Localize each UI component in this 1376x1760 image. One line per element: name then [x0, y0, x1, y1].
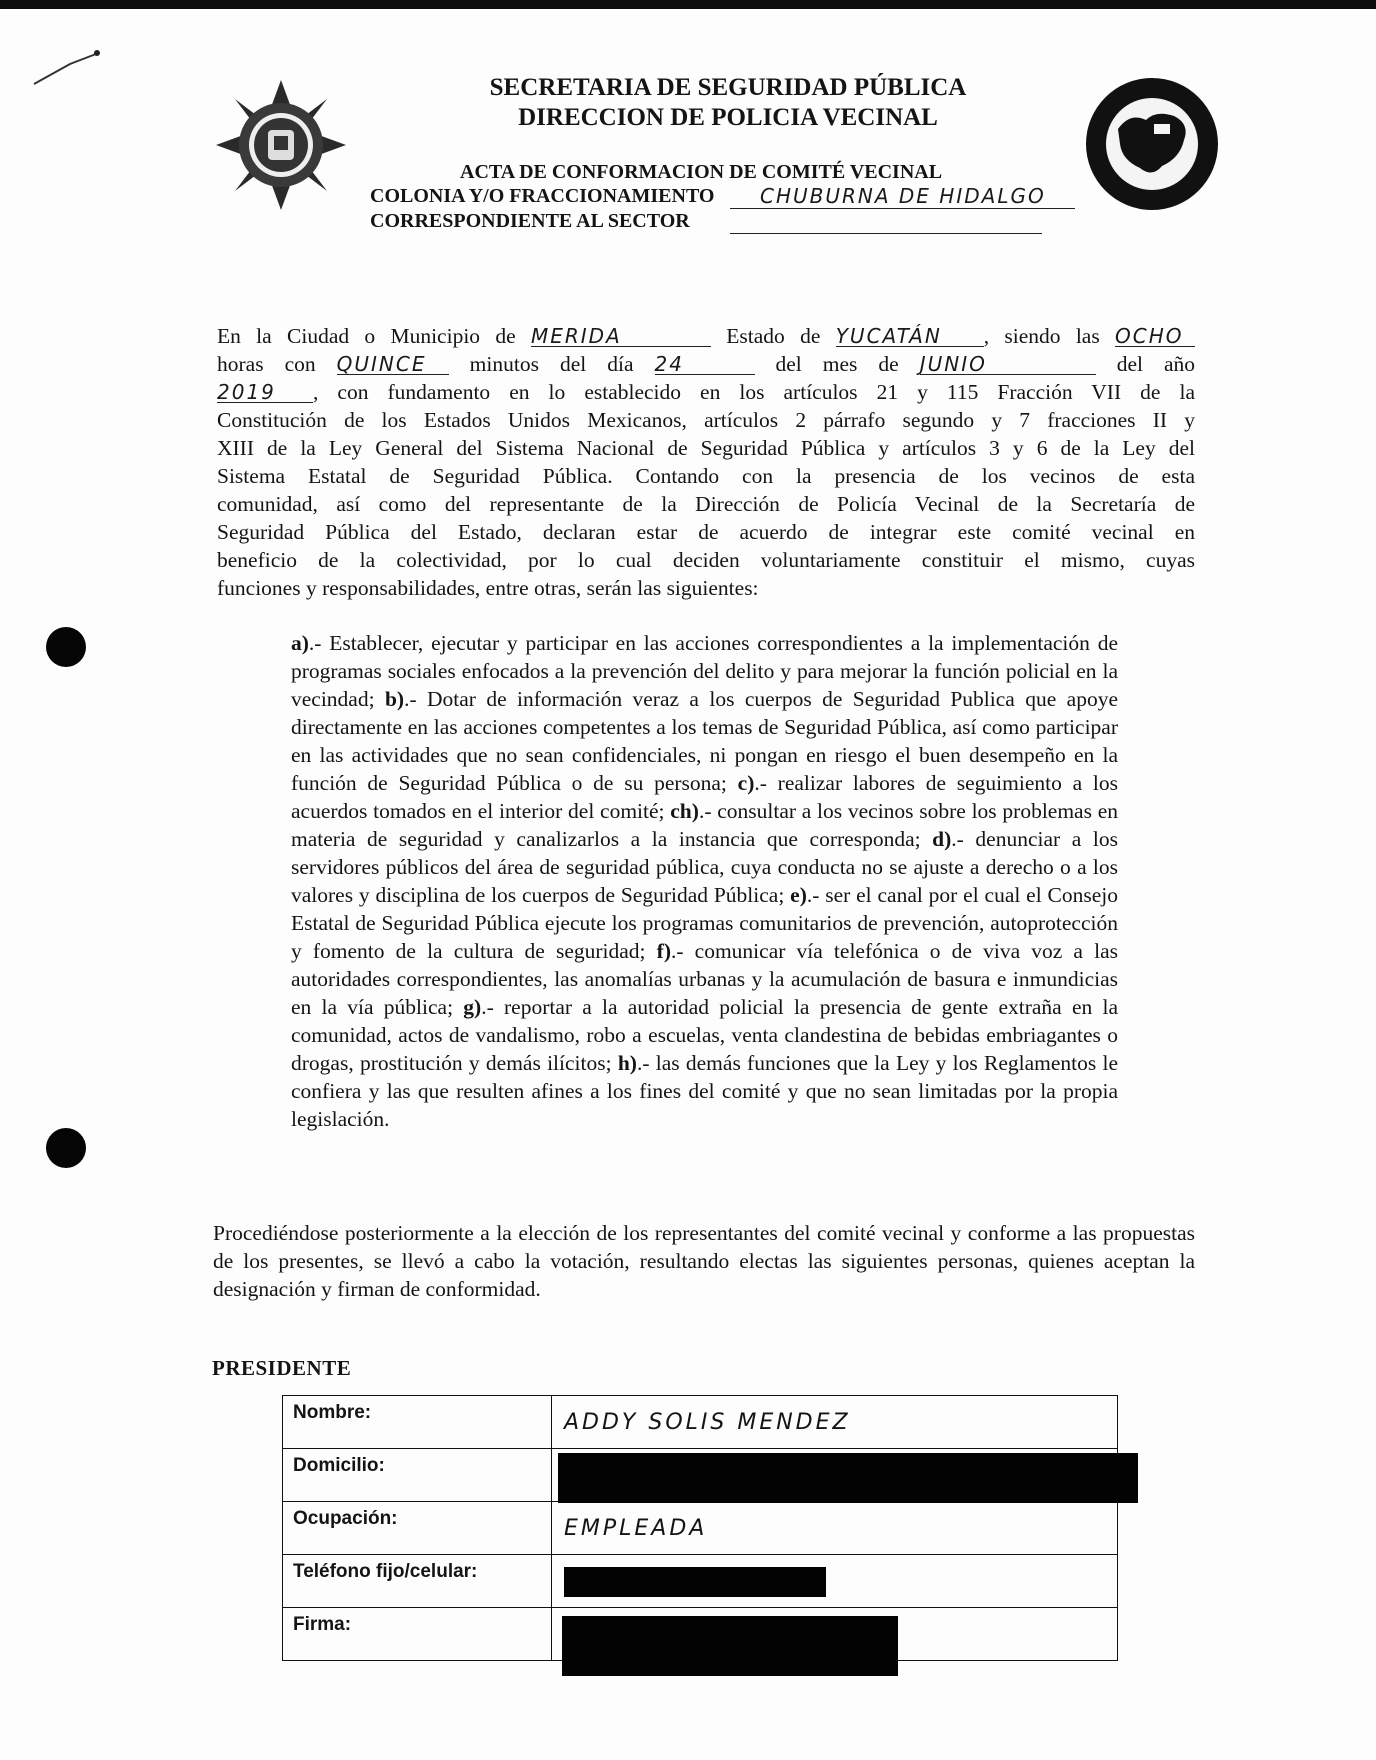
function-text-e: .- ser el canal por el cual el Consejo Estatal de Seguridad Pública ejecute los programas comunitarios de prevención, autoprotección y fomento de la cultura de seguridad; [291, 883, 1119, 963]
intro-line-6: Sistema Estatal de Seguridad Pública. Contando con la presencia de los vecinos de esta [217, 464, 1195, 488]
intro-line-4: Constitución de los Estados Unidos Mexicanos, artículos 2 párrafo segundo y 7 fracciones II y [217, 408, 1195, 432]
table-row [283, 1502, 1118, 1555]
intro-paragraph [217, 322, 1195, 602]
intro-text-1: En la Ciudad o Municipio de [217, 324, 516, 348]
anio-field [217, 378, 313, 403]
intro-text-2: Estado de [726, 324, 821, 348]
domicilio-field [552, 1449, 1118, 1502]
intro-line-8: Seguridad Pública del Estado, declaran estar de acuerdo de integrar este comité vecinal en [217, 520, 1195, 544]
anio-value: 2019 [217, 380, 276, 404]
intro-text-4: horas con [217, 352, 316, 376]
ciudad-field [531, 322, 711, 347]
intro-line-9: beneficio de la colectividad, por lo cual deciden voluntariamente constituir el mismo, cuyas [217, 548, 1195, 572]
table-row [283, 1608, 1118, 1661]
sector-field [730, 209, 1042, 234]
colonia-value: CHUBURNA DE HIDALGO [760, 184, 1046, 208]
function-key-b: b) [384, 687, 405, 711]
nombre-field [552, 1396, 1118, 1449]
firma-label: Firma: [283, 1608, 552, 1661]
function-key-f: f) [656, 939, 671, 963]
function-key-a: a) [291, 631, 309, 655]
colonia-field [730, 184, 1075, 209]
scan-top-edge [0, 0, 1376, 9]
intro-text-5: minutos del día [469, 352, 634, 376]
function-key-c: c) [737, 771, 755, 795]
ocupacion-value: EMPLEADA [564, 1516, 708, 1541]
firma-redaction [562, 1616, 898, 1676]
function-text-ch: .- consultar a los vecinos sobre los problemas en materia de seguridad y canalizarlos a la instancia que corresponda; [291, 799, 1118, 851]
header-secretaria: SECRETARIA DE SEGURIDAD PÚBLICA [489, 74, 967, 101]
acta-title: ACTA DE CONFORMACION DE COMITÉ VECINAL [460, 161, 943, 183]
ciudad-value: MERIDA [530, 324, 622, 348]
intro-line-5: XIII de la Ley General del Sistema Nacional de Seguridad Pública y artículos 3 y 6 de la Ley del [217, 436, 1195, 460]
function-text-g: .- reportar a la autoridad policial la presencia de gente extraña en la comunidad, actos de vandalismo, robo a escuelas, venta clandestina de bebidas embriagantes o drogas, prostitución y demás ilícitos; [291, 995, 1118, 1075]
nombre-value: ADDY SOLIS MENDEZ [564, 1410, 851, 1435]
function-text-a: .- Establecer, ejecutar y participar en las acciones correspondientes a la implementación de programas sociales enfocados a la prevención del delito y para mejorar la función policial en la vecindad; [291, 631, 1118, 711]
function-key-g: g) [463, 995, 482, 1019]
table-row [283, 1396, 1118, 1449]
colonia-label: COLONIA Y/O FRACCIONAMIENTO [370, 185, 715, 207]
function-key-d: d) [932, 827, 952, 851]
function-text-d: .- denunciar a los servidores públicos del área de seguridad pública, cuya conducta no se ajuste a derecho o a los valores y disciplina de los cuerpos de Seguridad Pública; [291, 827, 1118, 907]
hora-value: OCHO [1115, 324, 1184, 348]
function-key-ch: ch) [670, 799, 699, 823]
sector-label: CORRESPONDIENTE AL SECTOR [370, 210, 690, 232]
mes-field [920, 350, 1096, 375]
firma-field [552, 1608, 1118, 1661]
dia-value: 24 [654, 352, 684, 376]
function-key-h: h) [617, 1051, 637, 1075]
minutos-value: QUINCE [336, 352, 427, 376]
punch-hole-top [46, 627, 86, 667]
telefono-redaction [564, 1567, 826, 1597]
presidente-table [282, 1395, 1118, 1661]
closing-paragraph: Procediéndose posteriormente a la elección de los representantes del comité vecinal y conforme a las propuestas de los presentes, se llevó a cabo la votación, resultando electas las siguientes personas, quienes aceptan la designación y firman de conformidad. [213, 1221, 1195, 1301]
punch-hole-bottom [46, 1128, 86, 1168]
header-direccion: DIRECCION DE POLICIA VECINAL [518, 104, 938, 131]
intro-line-7: comunidad, así como del representante de la Dirección de Policía Vecinal de la Secretaría de [217, 492, 1195, 516]
function-text-f: .- comunicar vía telefónica o de viva voz a las autoridades correspondientes, las anomalías urbanas y la acumulación de basura e inmundicias en la vía pública; [291, 939, 1118, 1019]
intro-text-8: , con fundamento en lo establecido en los artículos 21 y 115 Fracción VII de la [313, 380, 1195, 404]
intro-line-10: funciones y responsabilidades, entre otras, serán las siguientes: [217, 576, 759, 600]
function-text-b: .- Dotar de información veraz a los cuerpos de Seguridad Publica que apoye directamente en las acciones competentes a los temas de Seguridad Pública, así como participar en las actividades que no sean confidenciales, ni pongan en riesgo el buen desempeño en la función de Seguridad Pública o de su persona; [291, 687, 1118, 795]
table-row [283, 1555, 1118, 1608]
minutos-field [337, 350, 449, 375]
dia-field [655, 350, 755, 375]
hora-field [1115, 322, 1195, 347]
ocupacion-field [552, 1502, 1118, 1555]
table-row [283, 1449, 1118, 1502]
functions-list [291, 629, 1118, 1133]
telefono-field [552, 1555, 1118, 1608]
domicilio-redaction [558, 1453, 1138, 1503]
domicilio-label: Domicilio: [283, 1449, 552, 1502]
nombre-label: Nombre: [283, 1396, 552, 1449]
function-text-h: .- las demás funciones que la Ley y los Reglamentos le confiera y las que resulten afines a los fines del comité y que no sean limitadas por la propia legislación. [291, 1051, 1118, 1131]
intro-text-3: , siendo las [983, 324, 1100, 348]
intro-text-6: del mes de [775, 352, 899, 376]
function-text-c: .- realizar labores de seguimiento a los acuerdos tomados en el interior del comité; [291, 771, 1118, 823]
presidente-title: PRESIDENTE [212, 1356, 352, 1380]
estado-field [836, 322, 984, 347]
estado-value: YUCATÁN [835, 324, 942, 348]
ocupacion-label: Ocupación: [283, 1502, 552, 1555]
telefono-label: Teléfono fijo/celular: [283, 1555, 552, 1608]
mes-value: JUNIO [919, 352, 987, 376]
function-key-e: e) [790, 883, 807, 907]
intro-text-7: del año [1116, 352, 1196, 376]
